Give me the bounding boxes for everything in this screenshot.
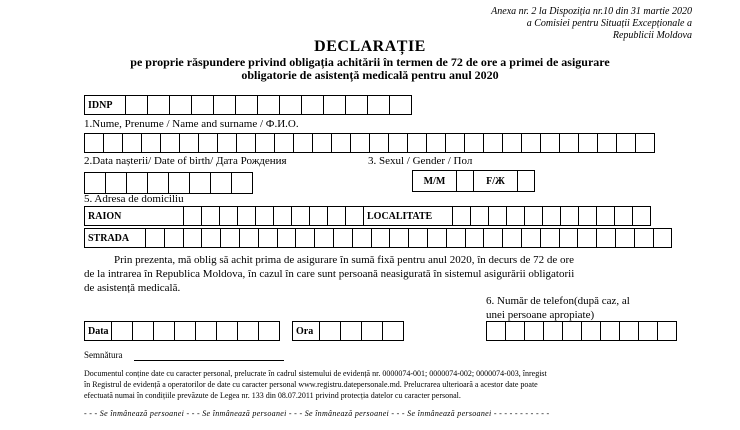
footer-line-3: efectuată numai în condițiile prevăzute de Legea nr. 133 din 08.07.2011 privind protecția datelor cu caracter personal. (84, 391, 461, 400)
annex-line-3: Republicii Moldova (612, 30, 692, 41)
strada-cell[interactable] (577, 228, 597, 248)
date-cell[interactable] (258, 321, 280, 341)
strada-cell[interactable] (314, 228, 334, 248)
name-cell[interactable] (255, 133, 275, 153)
phone-cell[interactable] (505, 321, 525, 341)
raion-cell[interactable] (183, 206, 202, 226)
idnp-cell[interactable] (235, 95, 258, 115)
time-label-text: Ora (296, 325, 314, 337)
localitate-cell[interactable] (470, 206, 489, 226)
date-cell[interactable] (237, 321, 259, 341)
raion-cell[interactable] (201, 206, 220, 226)
date-cell[interactable] (153, 321, 175, 341)
name-cell[interactable] (407, 133, 427, 153)
footer-line-1: Documentul conține date cu caracter personal, prelucrate în cadrul sistemului de evidență nr. 0000074-001; 0000074-002; 0000074-003, înregist (84, 369, 547, 378)
date-cell[interactable] (132, 321, 154, 341)
localitate-cell[interactable] (506, 206, 525, 226)
dob-cell[interactable] (189, 172, 211, 194)
strada-cell[interactable] (559, 228, 579, 248)
strada-cell[interactable] (277, 228, 297, 248)
name-cell[interactable] (578, 133, 598, 153)
strada-cell[interactable] (502, 228, 522, 248)
raion-localitate-field[interactable] (84, 206, 650, 226)
localitate-cell[interactable] (632, 206, 651, 226)
phone-cell[interactable] (581, 321, 601, 341)
idnp-cell[interactable] (367, 95, 390, 115)
name-cell[interactable] (312, 133, 332, 153)
name-cell[interactable] (217, 133, 237, 153)
name-cell[interactable] (198, 133, 218, 153)
date-cell[interactable] (195, 321, 217, 341)
subtitle-line-2: obligatorie de asistență medicală pentru anul 2020 (241, 68, 499, 82)
localitate-cell[interactable] (614, 206, 633, 226)
phone-cell[interactable] (486, 321, 506, 341)
strada-cell[interactable] (521, 228, 541, 248)
name-cell[interactable] (122, 133, 142, 153)
localitate-cell[interactable] (452, 206, 471, 226)
raion-cell[interactable] (219, 206, 238, 226)
raion-cell[interactable] (291, 206, 310, 226)
sex-m-box[interactable] (456, 170, 474, 192)
name-cell[interactable] (331, 133, 351, 153)
strada-label (84, 228, 146, 248)
time-cell[interactable] (361, 321, 383, 341)
strada-cell[interactable] (483, 228, 503, 248)
strada-cell[interactable] (615, 228, 635, 248)
name-cell[interactable] (426, 133, 446, 153)
idnp-cell[interactable] (257, 95, 280, 115)
strada-cell[interactable] (258, 228, 278, 248)
name-cell[interactable] (293, 133, 313, 153)
raion-cell[interactable] (255, 206, 274, 226)
raion-cell[interactable] (273, 206, 292, 226)
idnp-cell[interactable] (125, 95, 148, 115)
phone-cell[interactable] (638, 321, 658, 341)
strada-cell[interactable] (145, 228, 165, 248)
dob-cell[interactable] (105, 172, 127, 194)
phone-cell[interactable] (524, 321, 544, 341)
date-spacer (279, 321, 293, 341)
raion-label (84, 206, 184, 226)
name-cell[interactable] (616, 133, 636, 153)
dob-cell[interactable] (147, 172, 169, 194)
localitate-label (363, 206, 453, 226)
sex-field[interactable] (412, 170, 534, 192)
phone-label-line-2: unei persoane apropiate) (486, 309, 595, 321)
strada-cell[interactable] (634, 228, 654, 248)
dob-cell[interactable] (210, 172, 232, 194)
raion-cell[interactable] (345, 206, 364, 226)
raion-label-text: RAION (88, 210, 122, 222)
localitate-cell[interactable] (542, 206, 561, 226)
localitate-cell[interactable] (488, 206, 507, 226)
handover-line: - - - Se înmânează persoanei - - - Se înmânează persoanei - - - Se înmânează persoanei - - - Se înmânează persoanei - - - - - - - - - - - (84, 409, 550, 418)
name-cell[interactable] (597, 133, 617, 153)
name-cell[interactable] (274, 133, 294, 153)
signature-label: Semnătura (84, 350, 123, 360)
time-cell[interactable] (319, 321, 341, 341)
dob-cell[interactable] (84, 172, 106, 194)
phone-label (486, 294, 686, 322)
phone-cell[interactable] (619, 321, 639, 341)
idnp-cell[interactable] (169, 95, 192, 115)
idnp-cell[interactable] (279, 95, 302, 115)
strada-cell[interactable] (389, 228, 409, 248)
phone-field[interactable] (486, 321, 676, 341)
signature-line[interactable] (134, 360, 284, 361)
date-cell[interactable] (111, 321, 133, 341)
name-cell[interactable] (84, 133, 104, 153)
dob-cell[interactable] (126, 172, 148, 194)
document-subtitle (120, 56, 620, 82)
legal-footer (84, 368, 734, 401)
phone-cell[interactable] (657, 321, 677, 341)
strada-cell[interactable] (653, 228, 673, 248)
idnp-cell[interactable] (147, 95, 170, 115)
sex-f-option[interactable]: F/Ж (473, 170, 518, 192)
phone-cell[interactable] (600, 321, 620, 341)
name-cell[interactable] (236, 133, 256, 153)
phone-cell[interactable] (562, 321, 582, 341)
name-cell[interactable] (350, 133, 370, 153)
localitate-cell[interactable] (578, 206, 597, 226)
strada-cell[interactable] (164, 228, 184, 248)
localitate-cell[interactable] (596, 206, 615, 226)
declaration-line-3: de asistență medicală. (84, 282, 181, 294)
localitate-label-text: LOCALITATE (367, 210, 433, 222)
strada-cell[interactable] (465, 228, 485, 248)
strada-cell[interactable] (371, 228, 391, 248)
name-label: 1.Nume, Prenume / Name and surname / Ф.И.О. (84, 118, 299, 130)
footer-line-2: în Registrul de evidență a operatorilor de date cu caracter personal www.registru.datepersonale.md. Prelucrarea ulterioară a acestor date poate (84, 380, 538, 389)
strada-cell[interactable] (352, 228, 372, 248)
name-cell[interactable] (388, 133, 408, 153)
annex-line-1: Anexa nr. 2 la Dispoziția nr.10 din 31 martie 2020 (491, 6, 692, 17)
time-cell[interactable] (382, 321, 404, 341)
name-cell[interactable] (160, 133, 180, 153)
name-cell[interactable] (445, 133, 465, 153)
raion-cell[interactable] (327, 206, 346, 226)
strada-cell[interactable] (427, 228, 447, 248)
idnp-cell[interactable] (213, 95, 236, 115)
name-field[interactable] (84, 133, 654, 153)
dob-cell[interactable] (231, 172, 253, 194)
sex-m-option[interactable]: M/M (412, 170, 457, 192)
raion-cell[interactable] (309, 206, 328, 226)
idnp-cell[interactable] (389, 95, 412, 115)
strada-cell[interactable] (408, 228, 428, 248)
phone-cell[interactable] (543, 321, 563, 341)
name-cell[interactable] (483, 133, 503, 153)
idnp-label: IDNP (84, 95, 126, 115)
name-cell[interactable] (369, 133, 389, 153)
name-cell[interactable] (141, 133, 161, 153)
address-label: 5. Adresa de domiciliu (84, 193, 184, 205)
strada-label-text: STRADA (88, 232, 130, 244)
phone-label-line-1: 6. Număr de telefon(după caz, al (486, 295, 630, 307)
date-label (84, 321, 112, 341)
strada-cell[interactable] (201, 228, 221, 248)
name-cell[interactable] (464, 133, 484, 153)
name-cell[interactable] (502, 133, 522, 153)
raion-cell[interactable] (237, 206, 256, 226)
name-cell[interactable] (540, 133, 560, 153)
idnp-cell[interactable] (301, 95, 324, 115)
dob-label: 2.Data nașterii/ Date of birth/ Дата Рождения (84, 155, 287, 167)
sex-label: 3. Sexul / Gender / Пол (368, 155, 473, 167)
idnp-cell[interactable] (191, 95, 214, 115)
strada-cell[interactable] (183, 228, 203, 248)
sex-f-box[interactable] (517, 170, 535, 192)
strada-cell[interactable] (220, 228, 240, 248)
declaration-text (84, 253, 684, 295)
localitate-cell[interactable] (560, 206, 579, 226)
strada-field[interactable] (84, 228, 671, 248)
subtitle-line-1: pe proprie răspundere privind obligația achitării în termen de 72 de ore a primei de asigurare (130, 55, 610, 69)
strada-cell[interactable] (540, 228, 560, 248)
time-cell[interactable] (340, 321, 362, 341)
dob-field[interactable] (84, 172, 252, 194)
strada-cell[interactable] (295, 228, 315, 248)
name-cell[interactable] (521, 133, 541, 153)
date-label-text: Data (88, 325, 109, 337)
dob-cell[interactable] (168, 172, 190, 194)
idnp-field[interactable] (84, 95, 411, 115)
document-title: DECLARAȚIE (314, 38, 426, 55)
strada-cell[interactable] (239, 228, 259, 248)
declaration-line-2: de la intrarea în Republica Moldova, în cazul în care sunt persoană neasigurată în sistemul asigurării obligatorii (84, 268, 575, 280)
idnp-cell[interactable] (345, 95, 368, 115)
name-cell[interactable] (635, 133, 655, 153)
strada-cell[interactable] (333, 228, 353, 248)
date-cell[interactable] (216, 321, 238, 341)
idnp-cell[interactable] (323, 95, 346, 115)
annex-note (491, 6, 692, 42)
strada-cell[interactable] (446, 228, 466, 248)
localitate-cell[interactable] (524, 206, 543, 226)
declaration-line-1: Prin prezenta, mă oblig să achit prima de asigurare în sumă fixă pentru anul 2020, în decurs de 72 de ore (114, 254, 575, 266)
annex-line-2: a Comisiei pentru Situații Excepționale a (526, 18, 692, 29)
time-label (292, 321, 320, 341)
name-cell[interactable] (559, 133, 579, 153)
name-cell[interactable] (103, 133, 123, 153)
date-cell[interactable] (174, 321, 196, 341)
name-cell[interactable] (179, 133, 199, 153)
strada-cell[interactable] (596, 228, 616, 248)
date-time-field[interactable] (84, 321, 403, 341)
